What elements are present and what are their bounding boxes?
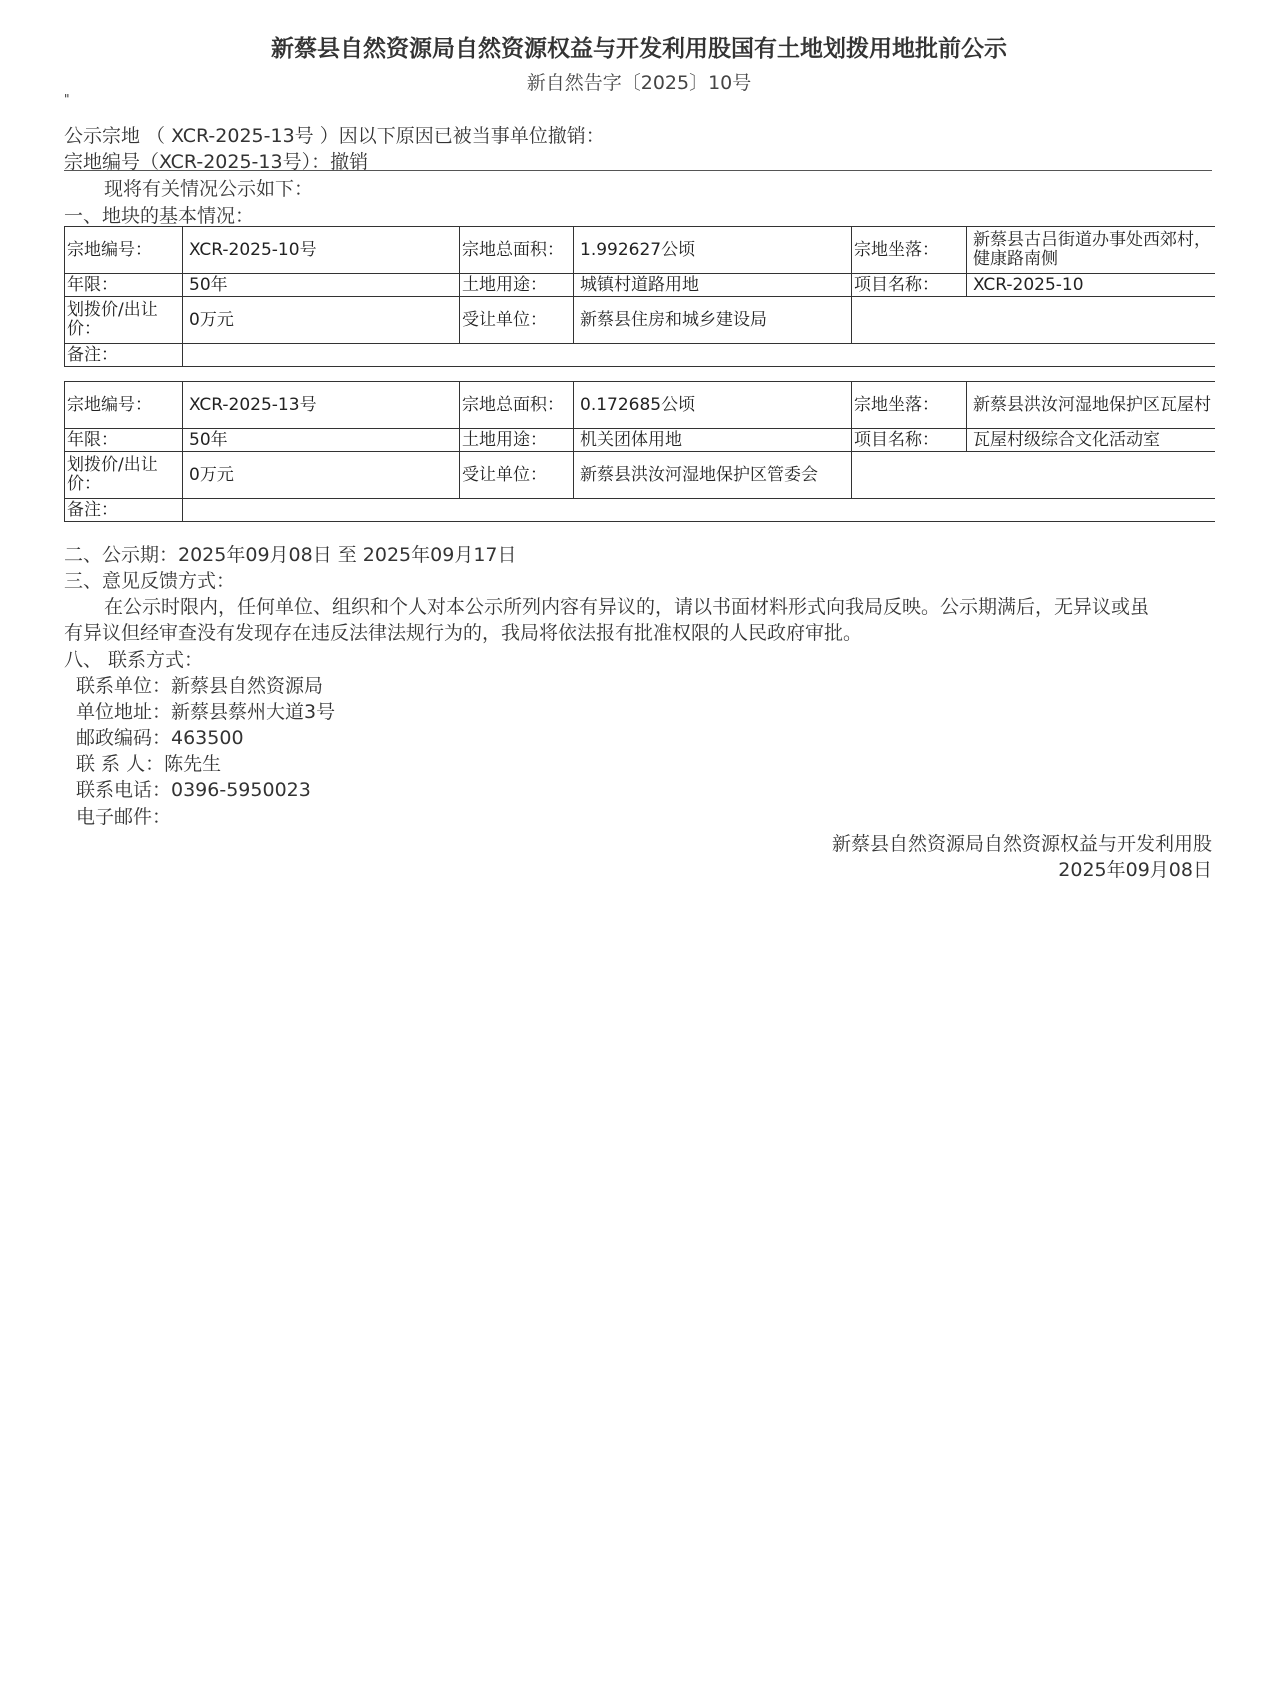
- parcel-id-label: 宗地编号：: [65, 227, 183, 274]
- parcel-location-value: 新蔡县古吕街道办事处西郊村，健康路南侧: [967, 227, 1215, 274]
- parcel-remark-label: 备注：: [65, 499, 183, 522]
- parcel-price-value: 0万元: [183, 297, 460, 344]
- parcel-location-label: 宗地坐落：: [852, 382, 967, 429]
- parcel-grantee-label: 受让单位：: [460, 297, 574, 344]
- parcel-price-label: 划拨价/出让价：: [65, 452, 183, 499]
- parcel-remark-value: [183, 499, 1215, 522]
- section-3-heading: 三、意见反馈方式：: [64, 570, 236, 592]
- parcel-grantee-value: 新蔡县洪汝河湿地保护区管委会: [574, 452, 852, 499]
- divider: [64, 170, 1212, 171]
- parcel-location-label: 宗地坐落：: [852, 227, 967, 274]
- parcel-area-value: 1.992627公顷: [574, 227, 852, 274]
- parcel-table-2: [64, 381, 1215, 522]
- parcel-price-value: 0万元: [183, 452, 460, 499]
- parcel-term-value: 50年: [183, 274, 460, 297]
- feedback-body-line-2: 有异议但经审查没有发现存在违反法律法规行为的，我局将依法报有批准权限的人民政府审批。: [64, 622, 863, 644]
- stray-quote-mark: ": [64, 92, 70, 106]
- parcel-term-label: 年限：: [65, 274, 183, 297]
- feedback-body-line-1: 在公示时限内，任何单位、组织和个人对本公示所列内容有异议的，请以书面材料形式向我局反映。公示期满后，无异议或虽: [104, 596, 1150, 618]
- parcel-empty-cell: [852, 452, 1215, 499]
- parcel-use-value: 城镇村道路用地: [574, 274, 852, 297]
- parcel-empty-cell: [852, 297, 1215, 344]
- parcel-project-label: 项目名称：: [852, 429, 967, 452]
- intro-text: 现将有关情况公示如下：: [104, 178, 314, 200]
- parcel-id-value: XCR-2025-13号: [183, 382, 460, 429]
- withdraw-notice: 公示宗地 （ XCR-2025-13号 ）因以下原因已被当事单位撤销：: [64, 125, 605, 147]
- parcel-term-label: 年限：: [65, 429, 183, 452]
- parcel-area-label: 宗地总面积：: [460, 227, 574, 274]
- parcel-id-label: 宗地编号：: [65, 382, 183, 429]
- notice-title: 新蔡县自然资源局自然资源权益与开发利用股国有土地划拨用地批前公示: [271, 36, 1007, 62]
- parcel-table-1: [64, 226, 1215, 367]
- parcel-use-value: 机关团体用地: [574, 429, 852, 452]
- parcel-project-value: 瓦屋村级综合文化活动室: [967, 429, 1215, 452]
- contact-address: 单位地址：新蔡县蔡州大道3号: [76, 701, 336, 723]
- contact-postcode: 邮政编码：463500: [76, 727, 244, 749]
- parcel-area-label: 宗地总面积：: [460, 382, 574, 429]
- parcel-remark-label: 备注：: [65, 344, 183, 367]
- contact-heading: 八、 联系方式：: [64, 649, 204, 671]
- contact-email: 电子邮件：: [76, 806, 172, 828]
- parcel-id-value: XCR-2025-10号: [183, 227, 460, 274]
- contact-phone: 联系电话：0396-5950023: [76, 779, 311, 801]
- parcel-use-label: 土地用途：: [460, 274, 574, 297]
- section-1-heading: 一、地块的基本情况：: [64, 205, 255, 227]
- document-number: 新自然告字〔2025〕10号: [526, 72, 752, 94]
- withdraw-detail: 宗地编号（XCR-2025-13号）：撤销: [64, 151, 369, 173]
- contact-unit: 联系单位：新蔡县自然资源局: [76, 675, 324, 697]
- parcel-grantee-value: 新蔡县住房和城乡建设局: [574, 297, 852, 344]
- parcel-term-value: 50年: [183, 429, 460, 452]
- parcel-location-value: 新蔡县洪汝河湿地保护区瓦屋村: [967, 382, 1215, 429]
- publicity-period: 二、公示期：2025年09月08日 至 2025年09月17日: [64, 544, 517, 566]
- signature-date: 2025年09月08日: [1058, 859, 1212, 881]
- parcel-project-value: XCR-2025-10: [967, 274, 1215, 297]
- parcel-project-label: 项目名称：: [852, 274, 967, 297]
- parcel-grantee-label: 受让单位：: [460, 452, 574, 499]
- signature-org: 新蔡县自然资源局自然资源权益与开发利用股: [831, 833, 1212, 855]
- contact-person: 联 系 人：陈先生: [76, 753, 222, 775]
- parcel-remark-value: [183, 344, 1215, 367]
- parcel-use-label: 土地用途：: [460, 429, 574, 452]
- parcel-price-label: 划拨价/出让价：: [65, 297, 183, 344]
- parcel-area-value: 0.172685公顷: [574, 382, 852, 429]
